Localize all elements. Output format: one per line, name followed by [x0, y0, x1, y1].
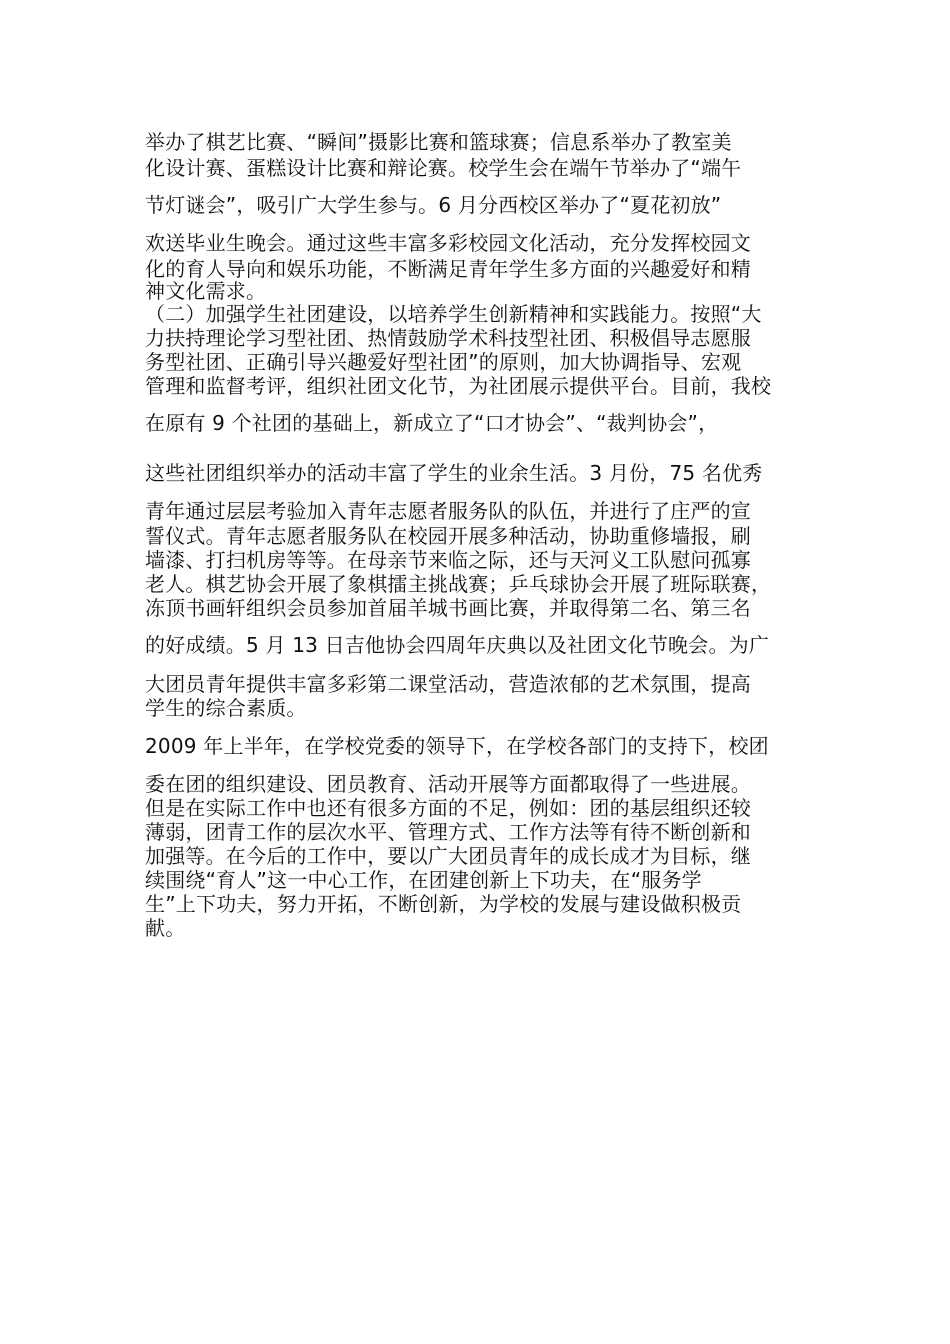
text-line: 这些社团组织举办的活动丰富了学生的业余生活。3 月份，75 名优秀 — [145, 461, 763, 485]
text-line: 大团员青年提供丰富多彩第二课堂活动，营造浓郁的艺术氛围，提高 — [145, 672, 751, 696]
text-line: 的好成绩。5 月 13 日吉他协会四周年庆典以及社团文化节晚会。为广 — [145, 633, 770, 657]
text-line: 学生的综合素质。 — [145, 696, 307, 720]
text-line: 献。 — [145, 916, 186, 940]
text-line: 生”上下功夫，努力开拓，不断创新，为学校的发展与建设做积极贡 — [145, 892, 742, 916]
text-line: 青年通过层层考验加入青年志愿者服务队的队伍，并进行了庄严的宣 — [145, 499, 751, 523]
text-line: 誓仪式。青年志愿者服务队在校园开展多种活动，协助重修墙报，刷 — [145, 524, 751, 548]
text-line: 在原有 9 个社团的基础上，新成立了“口才协会”、“裁判协会”， — [145, 411, 719, 435]
text-line: 神文化需求。 — [145, 279, 267, 303]
text-line: 举办了棋艺比赛、“瞬间”摄影比赛和篮球赛；信息系举办了教室美 — [145, 130, 732, 154]
text-line: 冻顶书画轩组织会员参加首届羊城书画比赛，并取得第二名、第三名 — [145, 596, 751, 620]
text-line: 管理和监督考评，组织社团文化节，为社团展示提供平台。目前，我校 — [145, 374, 772, 398]
text-line: 力扶持理论学习型社团、热情鼓励学术科技型社团、积极倡导志愿服 — [145, 326, 751, 350]
text-line: 但是在实际工作中也还有很多方面的不足，例如：团的基层组织还较 — [145, 796, 751, 820]
text-line: 加强等。在今后的工作中，要以广大团员青年的成长成才为目标，继 — [145, 844, 751, 868]
text-line: 薄弱，团青工作的层次水平、管理方式、工作方法等有待不断创新和 — [145, 820, 751, 844]
text-line: 节灯谜会”，吸引广大学生参与。6 月分西校区举办了“夏花初放” — [145, 193, 722, 217]
text-line: （二）加强学生社团建设，以培养学生创新精神和实践能力。按照“大 — [145, 302, 762, 326]
text-line: 务型社团、正确引导兴趣爱好型社团”的原则，加大协调指导、宏观 — [145, 350, 742, 374]
text-line: 墙漆、打扫机房等等。在母亲节来临之际，还与天河义工队慰问孤寡 — [145, 548, 751, 572]
text-line: 老人。棋艺协会开展了象棋擂主挑战赛；乒乓球协会开展了班际联赛， — [145, 572, 772, 596]
text-line: 2009 年上半年，在学校党委的领导下，在学校各部门的支持下，校团 — [145, 734, 769, 758]
text-line: 化的育人导向和娱乐功能，不断满足青年学生多方面的兴趣爱好和精 — [145, 257, 751, 281]
text-line: 委在团的组织建设、团员教育、活动开展等方面都取得了一些进展。 — [145, 772, 751, 796]
text-line: 欢送毕业生晚会。通过这些丰富多彩校园文化活动，充分发挥校园文 — [145, 231, 751, 255]
text-line: 化设计赛、蛋糕设计比赛和辩论赛。校学生会在端午节举办了“端午 — [145, 156, 742, 180]
text-line: 续围绕“育人”这一中心工作，在团建创新上下功夫，在“服务学 — [145, 868, 702, 892]
